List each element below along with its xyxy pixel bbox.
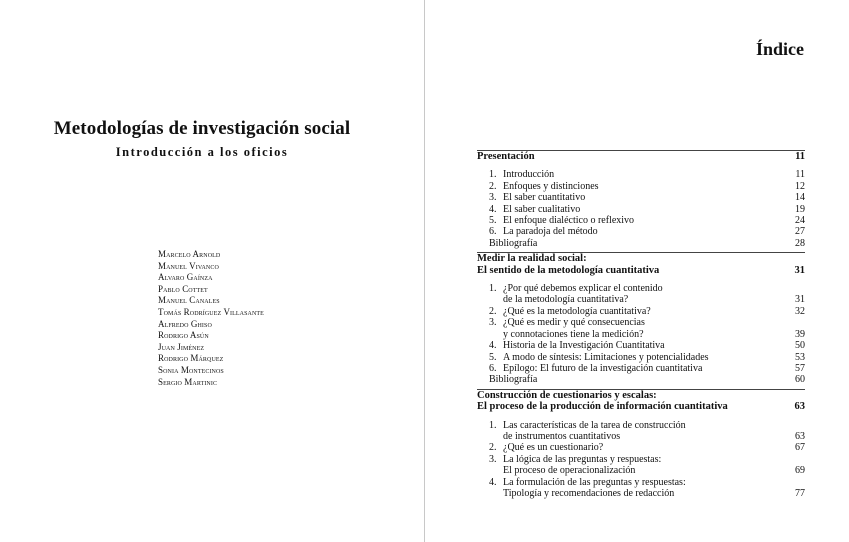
toc-item-number: 4. bbox=[489, 476, 497, 488]
toc-item-number: 2. bbox=[489, 180, 497, 192]
toc-item-line bbox=[477, 477, 805, 488]
toc-item-line bbox=[477, 420, 805, 431]
toc-page-number: 77 bbox=[795, 487, 805, 499]
book-subtitle: Introducción a los oficios bbox=[115, 145, 289, 159]
toc-item-title: La formulación de las preguntas y respuestas: bbox=[503, 476, 686, 488]
author: Pablo Cottet bbox=[158, 283, 208, 294]
author-list bbox=[158, 249, 264, 388]
toc-item bbox=[477, 363, 805, 374]
toc-page-number: 31 bbox=[795, 294, 805, 306]
toc-item-title: Epílogo: El futuro de la investigación cuantitativa bbox=[503, 362, 703, 374]
toc-page-number: 28 bbox=[795, 237, 805, 249]
toc-item-title-cont: de la metodología cuantitativa? bbox=[503, 294, 629, 306]
toc-item bbox=[477, 465, 805, 476]
toc-item bbox=[477, 192, 805, 203]
toc-section-title: Medir la realidad social: bbox=[477, 253, 587, 265]
toc-item bbox=[477, 215, 805, 226]
toc-page-number: 31 bbox=[794, 264, 805, 276]
toc-item-line bbox=[477, 283, 805, 294]
author: Sonia Montecinos bbox=[158, 364, 224, 375]
toc-item bbox=[477, 181, 805, 192]
toc-section bbox=[477, 401, 805, 412]
toc-section-title-line bbox=[477, 390, 805, 401]
toc-item-title: El enfoque dialéctico o reflexivo bbox=[503, 215, 635, 227]
toc-item bbox=[477, 352, 805, 363]
author: Sergio Martinic bbox=[158, 376, 218, 387]
toc-bibliography bbox=[477, 374, 805, 385]
toc-item-title: ¿Por qué debemos explicar el contenido bbox=[503, 283, 663, 295]
toc-item-title: ¿Qué es medir y qué consecuencias bbox=[503, 317, 645, 329]
author: Marcelo Arnold bbox=[158, 249, 221, 259]
toc-section-subtitle: El proceso de la producción de información cuantitativa bbox=[477, 401, 728, 413]
toc-item-title: Introducción bbox=[503, 169, 555, 181]
toc-page-number: 24 bbox=[795, 215, 805, 227]
toc-page-number: 12 bbox=[795, 180, 805, 192]
toc-item-number: 1. bbox=[489, 419, 497, 431]
toc-item bbox=[477, 488, 805, 499]
author: Rodrigo Márquez bbox=[158, 353, 224, 364]
toc-page-number: 39 bbox=[795, 328, 805, 340]
toc-page-number: 53 bbox=[795, 351, 805, 363]
toc-page-number: 19 bbox=[795, 203, 805, 215]
toc-item bbox=[477, 226, 805, 237]
toc-item bbox=[477, 294, 805, 305]
toc-item-title: Historia de la Investigación Cuantitativa bbox=[503, 340, 665, 352]
toc-item bbox=[477, 431, 805, 442]
toc-item-title: Las características de la tarea de construcción bbox=[503, 419, 686, 431]
toc-section-title: Construcción de cuestionarios y escalas: bbox=[477, 389, 657, 401]
toc-item-number: 6. bbox=[489, 362, 497, 374]
right-page bbox=[425, 0, 849, 542]
toc-page-number: 63 bbox=[794, 401, 805, 413]
toc-page-number: 27 bbox=[795, 226, 805, 238]
toc-page-number: 63 bbox=[795, 430, 805, 442]
toc-item-title: La lógica de las preguntas y respuestas: bbox=[503, 453, 662, 465]
toc-section bbox=[477, 151, 805, 162]
toc-item bbox=[477, 340, 805, 351]
toc-item-number: 2. bbox=[489, 442, 497, 454]
toc-item bbox=[477, 204, 805, 215]
author: Manuel Canales bbox=[158, 295, 220, 306]
toc-bibliography-label: Bibliografía bbox=[489, 237, 538, 249]
toc-page-number: 14 bbox=[795, 192, 805, 204]
table-of-contents bbox=[477, 150, 805, 499]
toc-item-line bbox=[477, 454, 805, 465]
author: Manuel Vivanco bbox=[158, 260, 219, 271]
toc-item bbox=[477, 442, 805, 453]
toc-item-line bbox=[477, 317, 805, 328]
author: Rodrigo Asún bbox=[158, 330, 209, 341]
toc-item-number: 4. bbox=[489, 203, 497, 215]
author: Juan Jiménez bbox=[158, 341, 205, 352]
author: Alvaro Gaínza bbox=[158, 272, 213, 283]
toc-page-number: 32 bbox=[795, 305, 805, 317]
toc-page-number: 57 bbox=[795, 362, 805, 374]
toc-item bbox=[477, 306, 805, 317]
author: Alfredo Ghiso bbox=[158, 318, 212, 329]
toc-page-number: 11 bbox=[795, 151, 805, 162]
toc-item-number: 1. bbox=[489, 283, 497, 295]
toc-item-number: 5. bbox=[489, 351, 497, 363]
toc-section-title: Presentación bbox=[477, 151, 535, 162]
toc-item bbox=[477, 329, 805, 340]
toc-item-title: Enfoques y distinciones bbox=[503, 180, 599, 192]
toc-page-number: 11 bbox=[795, 169, 805, 181]
toc-item-title: ¿Qué es un cuestionario? bbox=[503, 442, 604, 454]
toc-item-number: 2. bbox=[489, 305, 497, 317]
toc-item-number: 3. bbox=[489, 453, 497, 465]
toc-item-title: El saber cualitativo bbox=[503, 203, 581, 215]
toc-item-title: El saber cuantitativo bbox=[503, 192, 586, 204]
toc-section-subtitle: El sentido de la metodología cuantitativa bbox=[477, 264, 660, 276]
toc-item-number: 6. bbox=[489, 226, 497, 238]
toc-item-number: 1. bbox=[489, 169, 497, 181]
toc-page-number: 50 bbox=[795, 340, 805, 352]
toc-item-number: 3. bbox=[489, 317, 497, 329]
toc-item-title: ¿Qué es la metodología cuantitativa? bbox=[503, 305, 651, 317]
toc-item-number: 3. bbox=[489, 192, 497, 204]
toc-section bbox=[477, 265, 805, 276]
toc-item-number: 5. bbox=[489, 215, 497, 227]
toc-bibliography bbox=[477, 238, 805, 249]
toc-item-title: A modo de síntesis: Limitaciones y potencialidades bbox=[503, 351, 709, 363]
toc-item-title-cont: El proceso de operacionalización bbox=[503, 465, 636, 477]
left-page bbox=[0, 0, 424, 542]
author: Tomás Rodríguez Villasante bbox=[158, 306, 264, 317]
toc-page-number: 60 bbox=[795, 374, 805, 386]
book-title: Metodologías de investigación social bbox=[53, 118, 351, 139]
toc-page-number: 69 bbox=[795, 465, 805, 477]
toc-section-title-line bbox=[477, 253, 805, 264]
toc-item-number: 4. bbox=[489, 340, 497, 352]
toc-item bbox=[477, 169, 805, 180]
toc-item-title: La paradoja del método bbox=[503, 226, 598, 238]
index-heading: Índice bbox=[755, 39, 804, 59]
toc-item-title-cont: y connotaciones tiene la medición? bbox=[503, 328, 644, 340]
toc-bibliography-label: Bibliografía bbox=[489, 374, 538, 386]
toc-item-title-cont: de instrumentos cuantitativos bbox=[503, 430, 621, 442]
toc-item-title-cont: Tipología y recomendaciones de redacción bbox=[503, 487, 675, 499]
toc-page-number: 67 bbox=[795, 442, 805, 454]
